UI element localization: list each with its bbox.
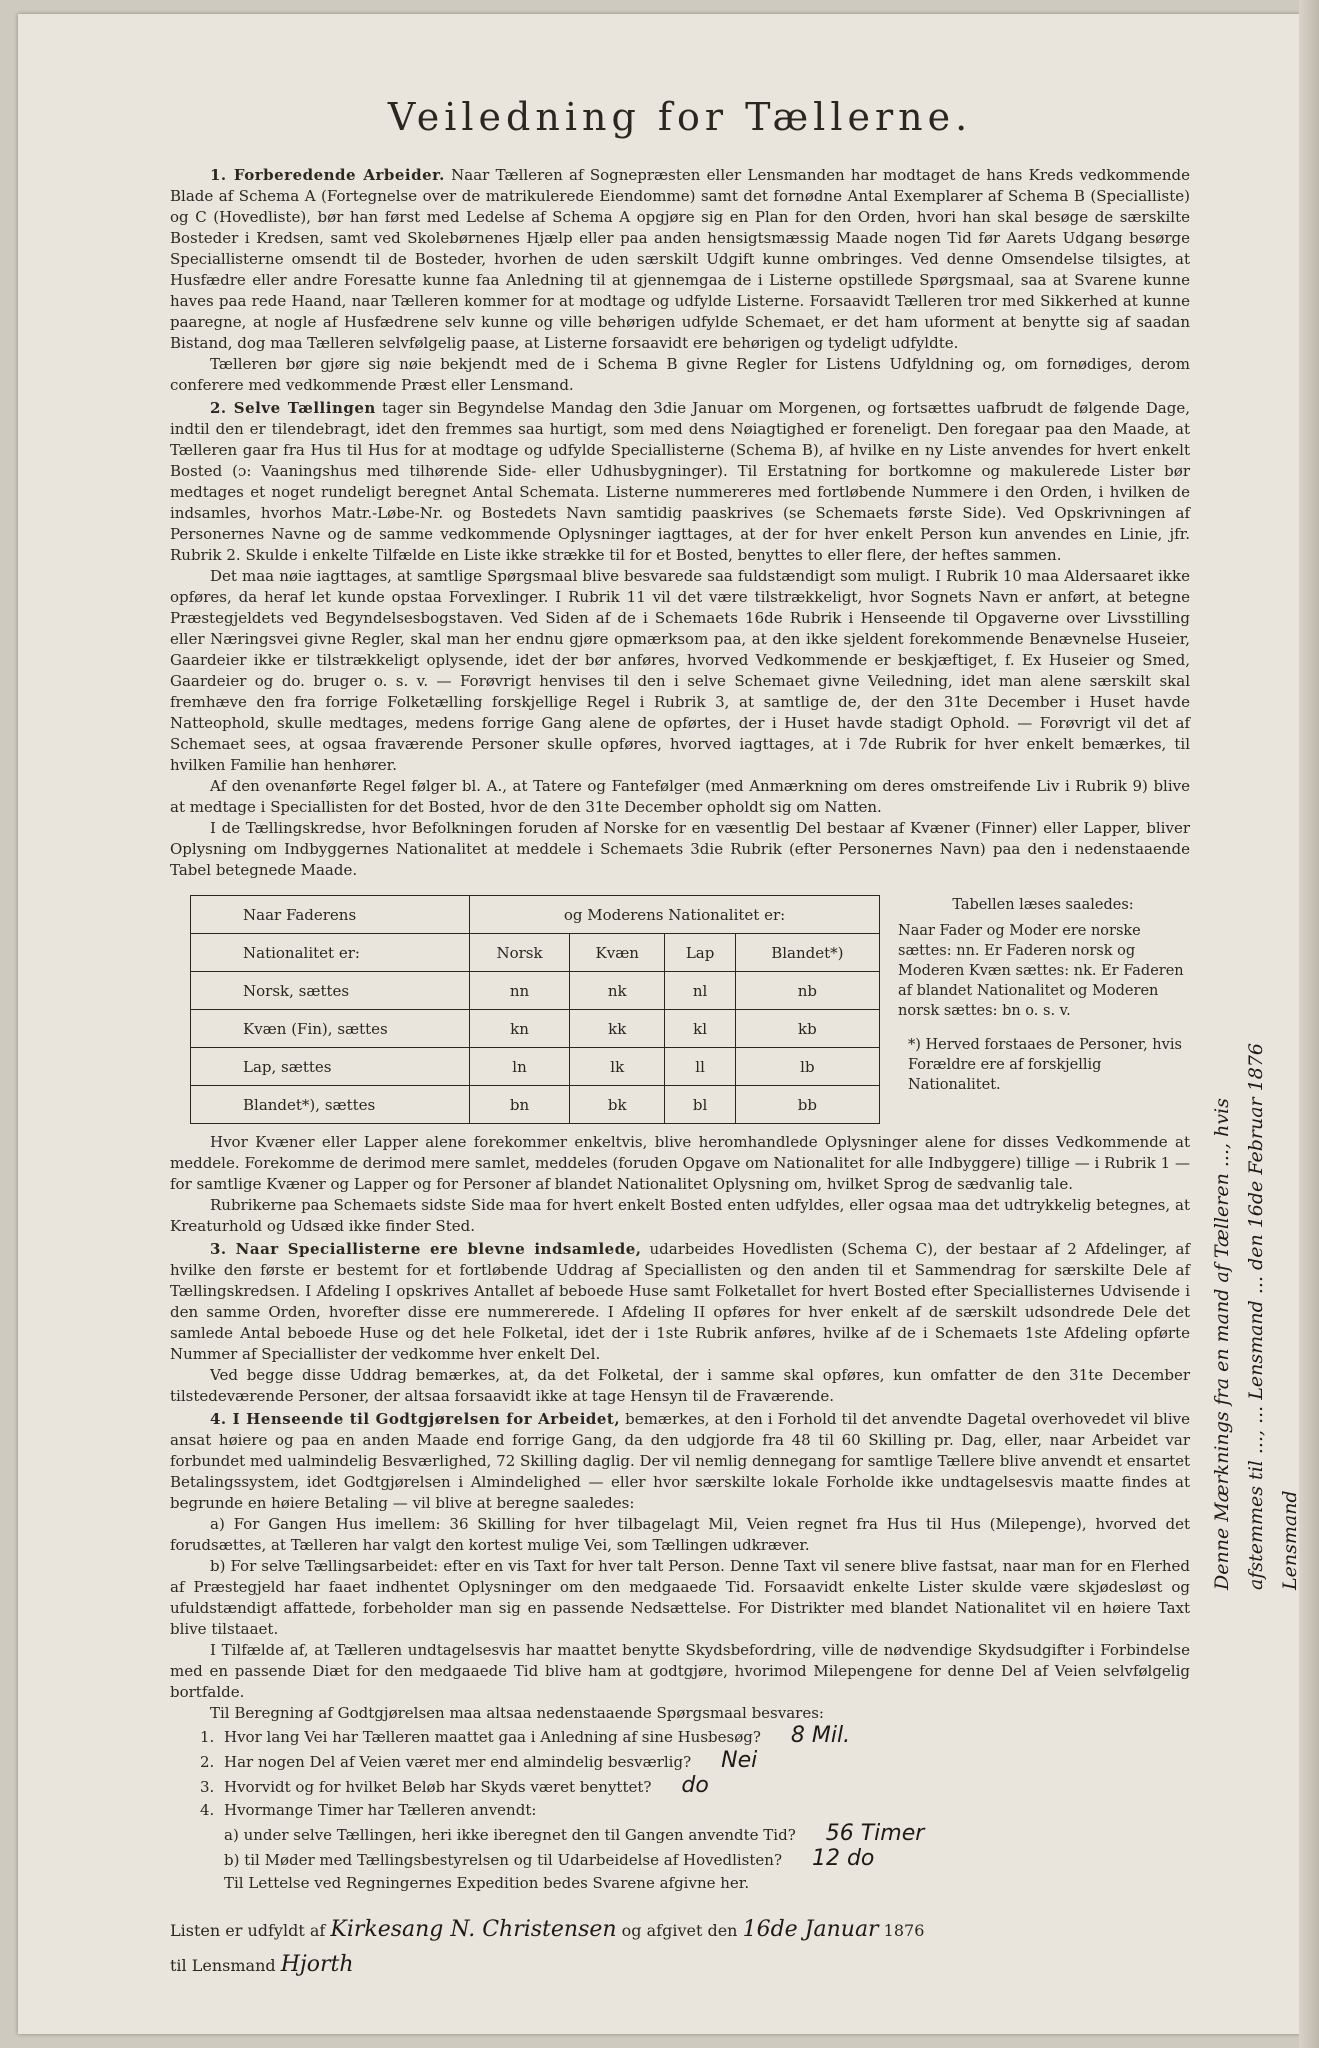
table-cell: bb — [735, 1086, 879, 1124]
section-2-text: tager sin Begyndelse Mandag den 3die Januar om Morgenen, og fortsættes uafbrudt de følgende Dage, indtil den er tilendebragt, idet den fremmes saa hurtigt, som med dens Nøiagtighed er foreneligt. Den foregaar paa den Maade, at Tælleren gaar fra Hus til Hus for at modtage og udfylde Speciallisterne (Schema B), af hvilke en ny Liste anvendes for hvert enkelt Bosted (ɔ: Vaaningshus med tilhørende Side- eller Udhusbygninger). Til Erstatning for bortkomne og makulerede Lister bør medtages et noget rundeligt beregnet Antal Schemata. Listerne nummereres med fortløbende Nummere i den Orden, i hvilken de indsamles, hvorhos Matr.-Løbe-Nr. og Bostedets Navn samtidig paaskrives (se Schemaets første Side). Ved Opskrivningen af Personernes Navne og de samme vedkommende Oplysninger iagttages, at der for hver enkelt Person kun anvendes en Linie, jfr. Rubrik 2. Skulde i enkelte Tilfælde en Liste ikke strække til for et Bosted, benyttes to eller flere, der heftes sammen. — [170, 399, 1190, 564]
section-3-paragraph-2: Ved begge disse Uddrag bemærkes, at, da det Folketal, der i samme skal opføres, kun omfatter de den 31te December tilstedeværende Personer, der altsaa forsaavidt ikke at tage Hensyn til de Fraværende. — [170, 1366, 1190, 1405]
table-cell: bl — [665, 1086, 735, 1124]
table-row — [191, 1086, 880, 1124]
table-head-left-2: Nationalitet er: — [191, 934, 470, 972]
question-answer: 56 Timer — [825, 1821, 925, 1846]
question-number: 4. — [200, 1801, 215, 1819]
section-1-paragraph-2: Tælleren bør gjøre sig nøie bekjendt med de i Schema B givne Regler for Listens Udfyldning og, om fornødiges, derom conferere med vedkommende Præst eller Lensmand. — [170, 355, 1190, 394]
question-number: 3. — [200, 1778, 215, 1796]
question-number: 1. — [200, 1728, 215, 1746]
section-4-text: bemærkes, at den i Forhold til det anvendte Dagetal overhovedet vil blive ansat høiere og paa en anden Maade end forrige Gang, da den udgjorde fra 48 til 60 Skilling pr. Dag, eller, naar Arbeidet var forbundet med ualmindelig Besværlighed, 72 Skilling daglig. Der vil nemlig dennegang for samtlige Tællere blive anvendt et ensartet Betalingssystem, idet Godtgjørelsen i Almindelighed — eller hvor særskilte lokale Forholde ikke undtagelsesvis maatte findes at begrunde en høiere Betaling — vil blive at beregne saaledes: — [170, 1410, 1190, 1512]
table-explanation — [898, 895, 1188, 1124]
question-text: Hvormange Timer har Tælleren anvendt: — [224, 1801, 537, 1819]
after-table-paragraph-2: Rubrikerne paa Schemaets sidste Side maa for hvert enkelt Bosted enten udfyldes, eller ogsaa maa det udtrykkelig betegnes, at Kreaturhold og Udsæd ikke finder Sted. — [170, 1196, 1190, 1235]
section-2 — [170, 398, 1190, 566]
section-2-paragraph-3: Af den ovenanførte Regel følger bl. A., at Tatere og Fantefølger (med Anmærkning om deres omstreifende Liv i Rubrik 9) blive at medtage i Speciallisten for det Bosted, hvor de den 31te December opholdt sig om Natten. — [170, 777, 1190, 816]
nationality-table-zone — [190, 895, 1190, 1124]
lensmand-line — [170, 1948, 1190, 1983]
question-answer: Nei — [721, 1748, 758, 1773]
table-cell: nn — [470, 972, 570, 1010]
section-1 — [170, 165, 1190, 354]
table-cell: nk — [570, 972, 665, 1010]
table-row-label: Lap, sættes — [191, 1048, 470, 1086]
table-row-label: Blandet*), sættes — [191, 1086, 470, 1124]
table-cell: lk — [570, 1048, 665, 1086]
table-col-header: Blandet*) — [735, 934, 879, 972]
table-cell: ll — [665, 1048, 735, 1086]
table-col-header: Norsk — [470, 934, 570, 972]
question-text: Hvor lang Vei har Tælleren maattet gaa i Anledning af sine Husbesøg? — [224, 1728, 761, 1746]
list-item — [200, 1847, 1190, 1872]
section-2-heading: 2. Selve Tællingen — [210, 399, 376, 417]
table-cell: kk — [570, 1010, 665, 1048]
question-text: Hvorvidt og for hvilket Beløb har Skyds været benyttet? — [224, 1778, 652, 1796]
table-row-label: Kvæn (Fin), sættes — [191, 1010, 470, 1048]
section-3 — [170, 1239, 1190, 1365]
list-item — [200, 1724, 1190, 1749]
document-body — [170, 95, 1190, 1983]
section-3-heading: 3. Naar Speciallisterne ere blevne indsamlede, — [210, 1240, 642, 1258]
table-cell: bk — [570, 1086, 665, 1124]
section-1-text: Naar Tælleren af Sognepræsten eller Lensmanden har modtaget de hans Kreds vedkommende Blade af Schema A (Fortegnelse over de matrikulerede Eiendomme) samt det fornødne Antal Exemplarer af Schema B (Specialliste) og C (Hovedliste), bør han først med Ledelse af Schema A opgjøre sig en Plan for den Orden, hvori han skal besøge de særskilte Bosteder i Kredsen, samt ved Skolebørnenes Hjælp eller paa anden hensigtsmæssig Maade nogen Tid før Aarets Udgang besørge Speciallisterne omsendt til de Bosteder, hvorhen de uden særskilt Udgift kunne ombringes. Ved denne Omsendelse tilsigtes, at Husfædre eller andre Foresatte kunne faa Anledning til at gjennemgaa de i Listerne opstillede Spørgsmaal, saa at Svarene kunne haves paa rede Haand, naar Tælleren kommer for at modtage og udfylde Listerne. Forsaavidt Tælleren tror med Sikkerhed at kunne paaregne, at nogle af Husfædrene selv kunne og ville behørigen udfylde Schemaet, er det ham uforment at benytte sig af saadan Bistand, dog maa Tælleren selvfølgelig paase, at Listerne forsaavidt ere behørigen og tydeligt udfyldte. — [170, 166, 1190, 352]
closing-line: Til Lettelse ved Regningernes Expedition bedes Svarene afgivne her. — [224, 1874, 750, 1892]
section-1-heading: 1. Forberedende Arbeider. — [210, 166, 445, 184]
list-item — [200, 1822, 1190, 1847]
filled-date: 16de Januar — [742, 1917, 879, 1942]
section-4-item-b: b) For selve Tællingsarbeidet: efter en vis Taxt for hver talt Person. Denne Taxt vil senere blive fastsat, naar man for en Flerhed af Præstegjeld har faaet indhentet Oplysninger om den medgaaede Tid. Forsaavidt enkelte Lister skulde være skjødesløst og ufuldstændigt affattede, forbeholder man sig en passende Nedsættelse. For Distrikter med blandet Nationalitet vil en høiere Taxt blive tilstaaet. — [170, 1557, 1190, 1638]
section-4-paragraph-2: I Tilfælde af, at Tælleren undtagelsesvis har maattet benytte Skydsbefordring, ville de nødvendige Skydsudgifter i Forbindelse med en passende Diæt for den medgaaede Tid blive ham at godtgjøre, hvorimod Milepengene for denne Del af Veien selvfølgelig bortfalde. — [170, 1641, 1190, 1701]
lensmand-signature: Hjorth — [280, 1952, 354, 1977]
filled-year: 1876 — [883, 1921, 925, 1940]
table-head-group: og Moderens Nationalitet er: — [470, 896, 880, 934]
margin-handwritten-note: Denne Mærknings fra en mand af Tælleren ..., hvis afstemmes til ..., ... Lensmand ... den 16de Februar 1876 Lensmand — [1211, 1042, 1301, 1590]
list-item — [200, 1774, 1190, 1799]
question-number: 2. — [200, 1753, 215, 1771]
section-3-text: udarbeides Hovedlisten (Schema C), der bestaar af 2 Afdelinger, af hvilke den første er bestemt for et fortløbende Uddrag af Speciallisten og den anden til et Sammendrag for særskilte Dele af Tællingskredsen. I Afdeling I opskrives Antallet af beboede Huse samt Folketallet for hvert Bosted efter Speciallisternes Udvisende i den samme Orden, hvorefter disse ere nummererede. I Afdeling II opføres for hver enkelt af de særskilt udsondrede Dele det samlede Antal beboede Huse og det hele Folketal, idet der i 1ste Rubrik anføres, hvilke af de i Schemaets 1ste Afdeling opførte Nummer af Speciallister der vedkomme hver enkelt Del. — [170, 1240, 1191, 1363]
signature-block — [170, 1913, 1190, 1983]
table-row-label: Norsk, sættes — [191, 972, 470, 1010]
question-answer: 12 do — [811, 1846, 875, 1871]
filled-by-line — [170, 1913, 1190, 1948]
section-2-paragraph-4: I de Tællingskredse, hvor Befolkningen foruden af Norske for en væsentlig Del bestaar af Kvæner (Finner) eller Lapper, bliver Oplysning om Indbyggernes Nationalitet at meddele i Schemaets 3die Rubrik (efter Personernes Navn) paa den i nedenstaaende Tabel betegnede Maade. — [170, 819, 1190, 879]
after-table-paragraph-1: Hvor Kvæner eller Lapper alene forekommer enkeltvis, blive heromhandlede Oplysninger alene for disses Vedkommende at meddele. Forekomme de derimod mere samlet, meddeles (foruden Opgave om Nationalitet for alle Indbyggere) tillige — i Rubrik 1 — for samtlige Kvæner og Lapper og for Personer af blandet Nationalitet Oplysning om, hvilket Sprog de sædvanlig tale. — [170, 1133, 1190, 1193]
list-item — [200, 1749, 1190, 1774]
section-4-item-a: a) For Gangen Hus imellem: 36 Skilling for hver tilbagelagt Mil, Veien regnet fra Hus til Hus (Milepenge), hvorved det forudsættes, at Tælleren har valgt den kortest mulige Vei, som Tællingen udkræver. — [170, 1515, 1190, 1554]
table-row — [191, 1010, 880, 1048]
table-footnote: *) Herved forstaaes de Personer, hvis Forældre ere af forskjellig Nationalitet. — [908, 1037, 1182, 1093]
nationality-table — [190, 895, 880, 1124]
table-row — [191, 972, 880, 1010]
page-edge — [1299, 0, 1319, 2048]
question-text: b) til Møder med Tællingsbestyrelsen og til Udarbeidelse af Hovedlisten? — [224, 1851, 782, 1869]
question-text: a) under selve Tællingen, heri ikke iberegnet den til Gangen anvendte Tid? — [224, 1826, 796, 1844]
table-cell: kn — [470, 1010, 570, 1048]
table-cell: nl — [665, 972, 735, 1010]
table-col-header: Lap — [665, 934, 735, 972]
section-2-paragraph-2: Det maa nøie iagttages, at samtlige Spørgsmaal blive besvarede saa fuldstændigt som muligt. I Rubrik 10 maa Aldersaaret ikke opføres, da heraf let kunde opstaa Forvexlinger. I Rubrik 11 vil det være tilstrækkeligt, hvor Sognets Navn er anført, at betegne Præstegjeldets ved Begyndelsesbogstaven. Ved Siden af de i Schemaets 16de Rubrik i Henseende til Opgaverne over Livsstilling eller Næringsvei givne Regler, skal man her endnu gjøre opmærksom paa, at den ikke sjeldent forekommende Benævnelse Huseier, Gaardeier ikke er tilstrækkeligt oplysende, idet der bør anføres, hvorved Vedkommende er beskjæftiget, f. Ex Huseier og Smed, Gaardeier og do. bruger o. s. v. — Forøvrigt henvises til den i selve Schemaet givne Veiledning, idet man alene særskilt skal fremhæve den fra forrige Folketælling forskjellige Regel i Rubrik 3, at samtlige de, der den 31te December i Huset havde Natteophold, skulle medtages, medens forrige Gang alene de opførtes, der i Huset havde stadigt Ophold. — Forøvrigt vil det af Schemaet sees, at ogsaa fraværende Personer skulle opføres, hvorved iagttages, at i 7de Rubrik for hver enkelt bemærkes, til hvilken Familie han henhører. — [170, 567, 1190, 774]
list-item — [200, 1799, 1190, 1822]
question-list — [170, 1724, 1190, 1895]
lensmand-label: til Lensmand — [170, 1956, 276, 1975]
question-text: Har nogen Del af Veien været mer end almindelig besværlig? — [224, 1753, 692, 1771]
section-4-heading: 4. I Henseende til Godtgjørelsen for Arbeidet, — [210, 1410, 621, 1428]
table-cell: nb — [735, 972, 879, 1010]
table-cell: bn — [470, 1086, 570, 1124]
table-head-left-1: Naar Faderens — [191, 896, 470, 934]
table-cell: lb — [735, 1048, 879, 1086]
page-title: Veiledning for Tællerne. — [387, 95, 973, 139]
question-answer: do — [681, 1773, 709, 1798]
table-cell: ln — [470, 1048, 570, 1086]
table-cell: kb — [735, 1010, 879, 1048]
table-explanation-text: Naar Fader og Moder ere norske sættes: nn. Er Faderen norsk og Moderen Kvæn sættes: nk. Er Faderen af blandet Nationalitet og Moderen norsk sættes: bn o. s. v. — [898, 923, 1184, 1019]
filled-by-mid: og afgivet den — [621, 1921, 738, 1940]
table-caption: Tabellen læses saaledes: — [952, 897, 1134, 913]
table-col-header: Kvæn — [570, 934, 665, 972]
filled-by-signature: Kirkesang N. Christensen — [330, 1917, 617, 1942]
table-cell: kl — [665, 1010, 735, 1048]
filled-by-prefix: Listen er udfyldt af — [170, 1921, 326, 1940]
question-answer: 8 Mil. — [790, 1723, 851, 1748]
table-row — [191, 1048, 880, 1086]
section-4-paragraph-3: Til Beregning af Godtgjørelsen maa altsaa nedenstaaende Spørgsmaal besvares: — [210, 1704, 824, 1722]
section-4 — [170, 1409, 1190, 1514]
